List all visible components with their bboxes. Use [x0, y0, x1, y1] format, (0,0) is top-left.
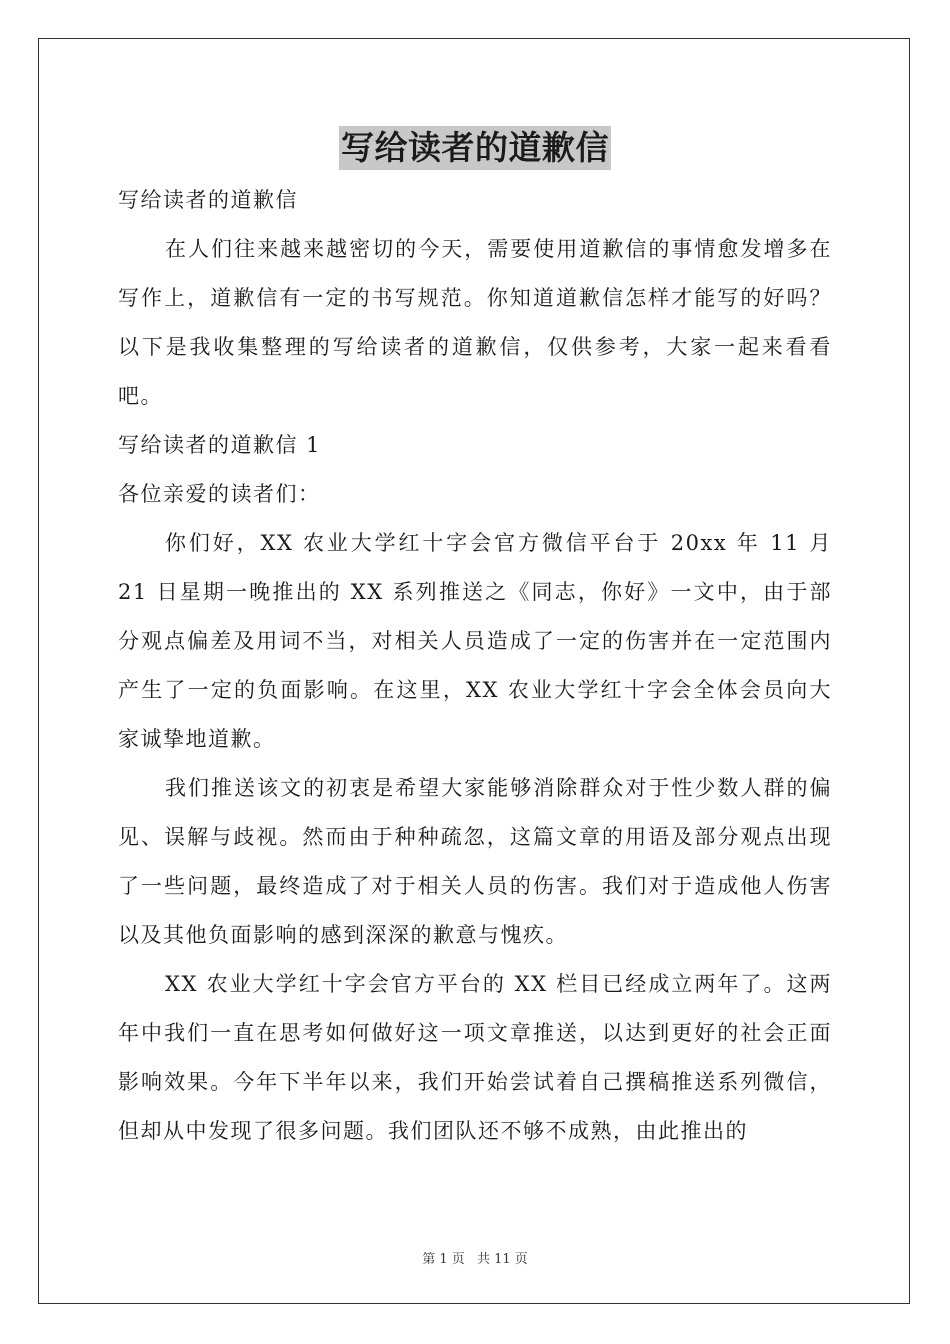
- paragraph-letter-heading: 写给读者的道歉信 1: [118, 433, 322, 457]
- document-title: 写给读者的道歉信: [339, 126, 611, 170]
- page-number: 第 1 页: [422, 1252, 465, 1267]
- page-footer: [0, 1248, 950, 1267]
- paragraph-body-2: 我们推送该文的初衷是希望大家能够消除群众对于性少数人群的偏见、误解与歧视。然而由于种种疏忽，这篇文章的用语及部分观点出现了一些问题，最终造成了对于相关人员的伤害。我们对于造成他人伤害以及其他负面影响的感到深深的歉意与愧疚。: [118, 776, 832, 947]
- paragraph-intro: 在人们往来越来越密切的今天，需要使用道歉信的事情愈发增多在写作上，道歉信有一定的书写规范。你知道道歉信怎样才能写的好吗？以下是我收集整理的写给读者的道歉信，仅供参考，大家一起来看看吧。: [118, 237, 832, 408]
- paragraph-salutation: 各位亲爱的读者们：: [118, 482, 321, 506]
- page-total: 共 11 页: [476, 1252, 528, 1267]
- paragraph-body-1: 你们好，XX 农业大学红十字会官方微信平台于 20xx 年 11 月 21 日星期一晚推出的 XX 系列推送之《同志，你好》一文中，由于部分观点偏差及用词不当，对相关人员造成了一定的伤害并在一定范围内产生了一定的负面影响。在这里，XX 农业大学红十字会全体会员向大家诚挚地道歉。: [118, 531, 832, 751]
- document-body: [118, 176, 832, 1156]
- paragraph-subtitle: 写给读者的道歉信: [118, 188, 298, 212]
- title-wrap: [0, 126, 950, 170]
- paragraph-body-3: XX 农业大学红十字会官方平台的 XX 栏目已经成立两年了。这两年中我们一直在思考如何做好这一项文章推送，以达到更好的社会正面影响效果。今年下半年以来，我们开始尝试着自己撰稿推送系列微信，但却从中发现了很多问题。我们团队还不够不成熟，由此推出的: [118, 972, 832, 1143]
